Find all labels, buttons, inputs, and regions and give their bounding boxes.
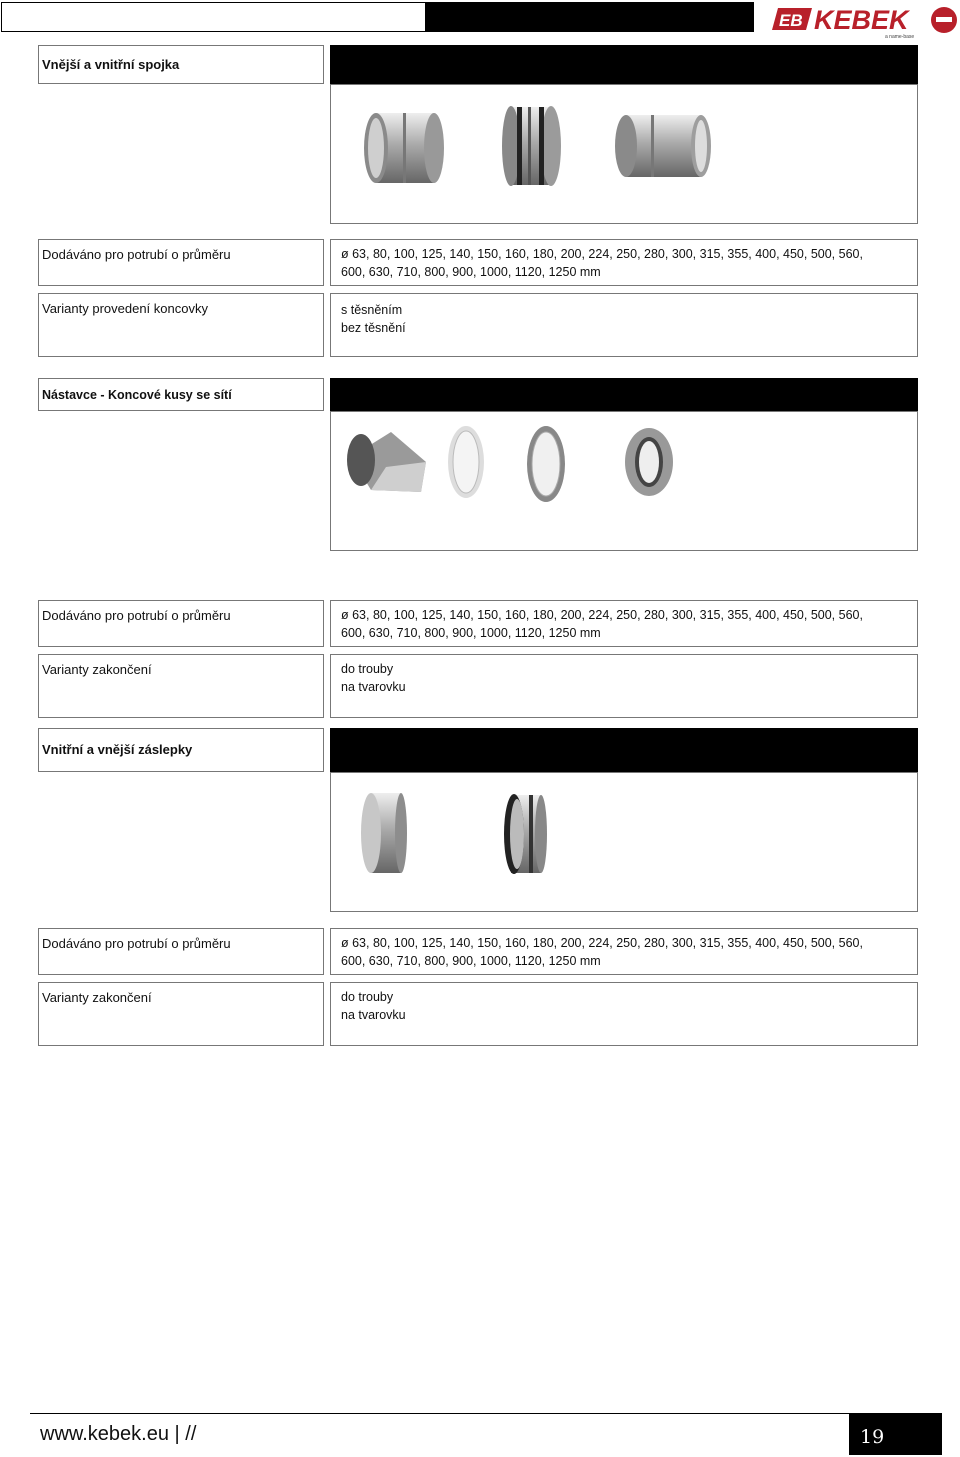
svg-text:EB: EB [779, 11, 803, 30]
value-line: ø 63, 80, 100, 125, 140, 150, 160, 180, 200, 224, 250, 280, 300, 315, 355, 400, 450, 500, 560, [341, 936, 863, 950]
row-label: Varianty zakončení [38, 982, 324, 1046]
end-pieces-image [331, 412, 917, 550]
row-label: Dodáváno pro potrubí o průměru [38, 600, 324, 647]
variants-value [330, 654, 918, 718]
diameters-value [330, 600, 918, 647]
value-line: na tvarovku [341, 1008, 406, 1022]
value-line: ø 63, 80, 100, 125, 140, 150, 160, 180, 200, 224, 250, 280, 300, 315, 355, 400, 450, 500, 560, [341, 608, 863, 622]
section-header-bar [330, 728, 918, 772]
value-line: bez těsnění [341, 321, 406, 335]
header-black-bar [426, 2, 754, 32]
product-image-panel [330, 84, 918, 224]
variants-value [330, 982, 918, 1046]
brand-text: KEBEK [814, 5, 909, 35]
row-label: Varianty provedení koncovky [38, 293, 324, 357]
kebek-logo [770, 2, 958, 40]
value-line: na tvarovku [341, 680, 406, 694]
value-line: 600, 630, 710, 800, 900, 1000, 1120, 1250 mm [341, 265, 601, 279]
value-line: s těsněním [341, 303, 403, 317]
header-blank-field [1, 2, 426, 32]
row-label: Varianty zakončení [38, 654, 324, 718]
variants-value [330, 293, 918, 357]
value-line: ø 63, 80, 100, 125, 140, 150, 160, 180, 200, 224, 250, 280, 300, 315, 355, 400, 450, 500, 560, [341, 247, 863, 261]
value-line: 600, 630, 710, 800, 900, 1000, 1120, 1250 mm [341, 626, 601, 640]
footer-url[interactable]: www.kebek.eu | // [40, 1423, 197, 1445]
product-image-panel [330, 411, 918, 551]
pipe-couplings-image [331, 85, 917, 223]
page-number-box [849, 1414, 942, 1455]
section-header-bar [330, 378, 918, 411]
section-title: Nástavce - Koncové kusy se sítí [38, 378, 324, 411]
value-line: 600, 630, 710, 800, 900, 1000, 1120, 1250 mm [341, 954, 601, 968]
diameters-value [330, 928, 918, 975]
brand-tagline: a name-base [885, 34, 915, 40]
value-line: do trouby [341, 662, 394, 676]
row-label: Dodáváno pro potrubí o průměru [38, 928, 324, 975]
page-number: 19 [860, 1426, 885, 1448]
section-title: Vnější a vnitřní spojka [38, 45, 324, 84]
section-header-bar [330, 45, 918, 84]
footer-divider [30, 1413, 942, 1414]
value-line: do trouby [341, 990, 394, 1004]
diameters-value [330, 239, 918, 286]
end-caps-image [331, 773, 917, 911]
section-title: Vnitřní a vnější záslepky [38, 728, 324, 772]
product-image-panel [330, 772, 918, 912]
row-label: Dodáváno pro potrubí o průměru [38, 239, 324, 286]
